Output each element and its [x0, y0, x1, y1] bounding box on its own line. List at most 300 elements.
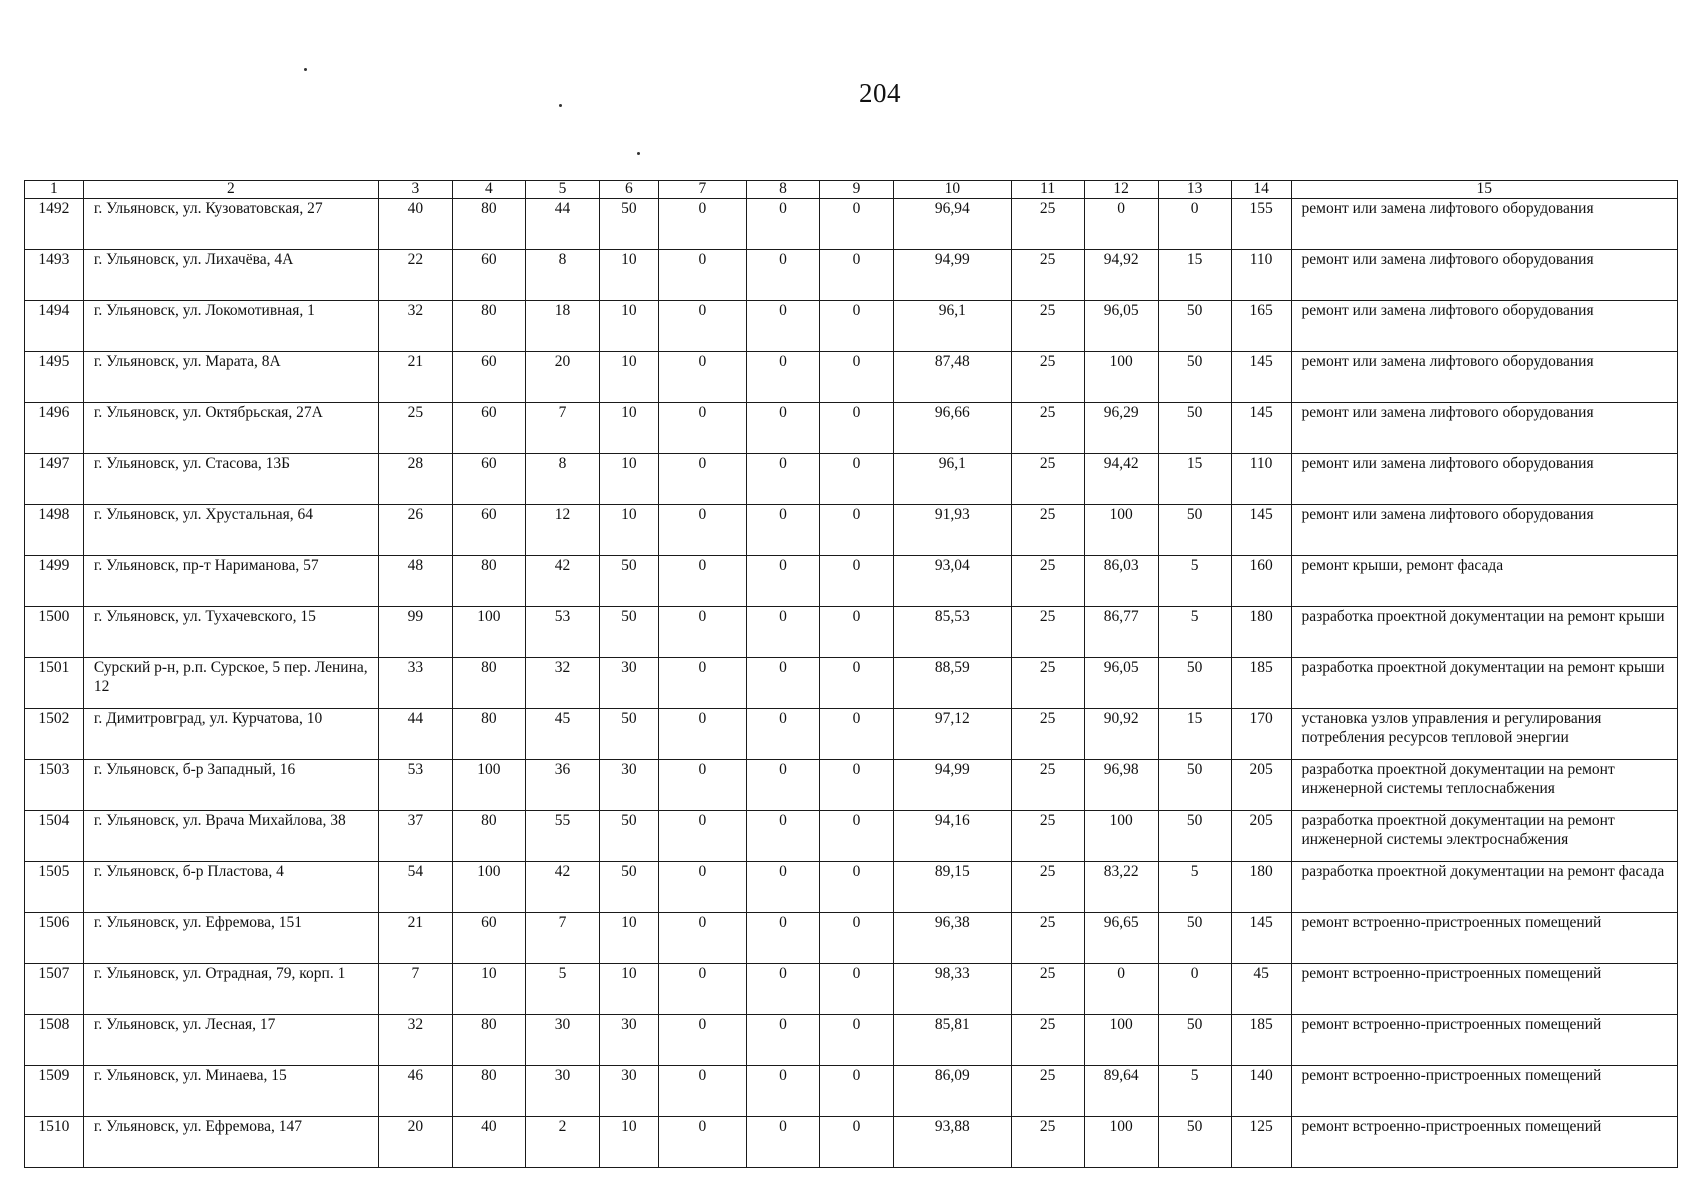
cell-col-11: 25: [1011, 1117, 1084, 1168]
cell-row-number: 1492: [25, 199, 84, 250]
cell-total-score: 140: [1231, 1066, 1291, 1117]
cell-col-11: 25: [1011, 709, 1084, 760]
cell-total-score: 125: [1231, 1117, 1291, 1168]
cell-col-13: 0: [1158, 964, 1231, 1015]
cell-col-7: 0: [658, 1066, 746, 1117]
cell-col-10: 93,88: [894, 1117, 1012, 1168]
cell-work-type: ремонт встроенно-пристроенных помещений: [1291, 964, 1677, 1015]
cell-row-number: 1496: [25, 403, 84, 454]
cell-row-number: 1500: [25, 607, 84, 658]
cell-col-6: 50: [599, 199, 658, 250]
cell-col-5: 8: [525, 250, 599, 301]
cell-col-3: 21: [378, 352, 452, 403]
cell-col-7: 0: [658, 1117, 746, 1168]
cell-col-4: 80: [452, 1066, 525, 1117]
cell-address: г. Ульяновск, ул. Минаева, 15: [83, 1066, 378, 1117]
cell-col-13: 50: [1158, 1015, 1231, 1066]
cell-col-5: 20: [525, 352, 599, 403]
column-header-14: 14: [1231, 181, 1291, 199]
cell-work-type: разработка проектной документации на ремонт инженерной системы электроснабжения: [1291, 811, 1677, 862]
cell-col-5: 55: [525, 811, 599, 862]
cell-col-6: 30: [599, 1066, 658, 1117]
cell-total-score: 145: [1231, 403, 1291, 454]
cell-col-12: 90,92: [1084, 709, 1158, 760]
cell-row-number: 1503: [25, 760, 84, 811]
cell-col-8: 0: [746, 352, 819, 403]
column-header-15: 15: [1291, 181, 1677, 199]
cell-col-11: 25: [1011, 301, 1084, 352]
cell-col-7: 0: [658, 250, 746, 301]
cell-row-number: 1507: [25, 964, 84, 1015]
column-header-5: 5: [525, 181, 599, 199]
cell-col-5: 36: [525, 760, 599, 811]
cell-col-9: 0: [820, 1066, 894, 1117]
page-number: 204: [859, 78, 901, 108]
cell-col-3: 32: [378, 1015, 452, 1066]
cell-col-5: 42: [525, 862, 599, 913]
cell-col-10: 94,99: [894, 760, 1012, 811]
cell-work-type: разработка проектной документации на ремонт инженерной системы теплоснабжения: [1291, 760, 1677, 811]
cell-address: г. Ульяновск, ул. Отрадная, 79, корп. 1: [83, 964, 378, 1015]
cell-col-9: 0: [820, 403, 894, 454]
cell-col-12: 100: [1084, 505, 1158, 556]
column-header-9: 9: [820, 181, 894, 199]
cell-work-type: ремонт встроенно-пристроенных помещений: [1291, 1117, 1677, 1168]
cell-col-13: 5: [1158, 1066, 1231, 1117]
cell-col-5: 42: [525, 556, 599, 607]
cell-col-8: 0: [746, 556, 819, 607]
cell-col-12: 96,65: [1084, 913, 1158, 964]
cell-col-10: 96,1: [894, 454, 1012, 505]
cell-col-5: 7: [525, 403, 599, 454]
cell-col-5: 30: [525, 1066, 599, 1117]
cell-col-5: 2: [525, 1117, 599, 1168]
column-header-13: 13: [1158, 181, 1231, 199]
cell-col-8: 0: [746, 199, 819, 250]
cell-col-7: 0: [658, 658, 746, 709]
cell-col-6: 10: [599, 964, 658, 1015]
column-number-header: [25, 181, 1678, 199]
cell-col-8: 0: [746, 301, 819, 352]
cell-col-3: 20: [378, 1117, 452, 1168]
cell-col-13: 50: [1158, 811, 1231, 862]
cell-col-6: 10: [599, 250, 658, 301]
cell-col-9: 0: [820, 862, 894, 913]
cell-col-3: 46: [378, 1066, 452, 1117]
table-row: [25, 403, 1678, 454]
cell-row-number: 1509: [25, 1066, 84, 1117]
table-row: [25, 607, 1678, 658]
cell-address: г. Ульяновск, ул. Лесная, 17: [83, 1015, 378, 1066]
cell-work-type: ремонт или замена лифтового оборудования: [1291, 199, 1677, 250]
cell-work-type: ремонт встроенно-пристроенных помещений: [1291, 1015, 1677, 1066]
cell-col-10: 88,59: [894, 658, 1012, 709]
cell-total-score: 180: [1231, 607, 1291, 658]
cell-col-11: 25: [1011, 607, 1084, 658]
cell-row-number: 1493: [25, 250, 84, 301]
cell-col-3: 26: [378, 505, 452, 556]
column-header-2: 2: [83, 181, 378, 199]
cell-col-6: 10: [599, 913, 658, 964]
cell-col-4: 10: [452, 964, 525, 1015]
cell-col-13: 50: [1158, 913, 1231, 964]
cell-col-4: 100: [452, 760, 525, 811]
cell-col-7: 0: [658, 301, 746, 352]
cell-col-8: 0: [746, 607, 819, 658]
cell-col-6: 30: [599, 658, 658, 709]
cell-col-5: 8: [525, 454, 599, 505]
cell-col-10: 91,93: [894, 505, 1012, 556]
cell-col-8: 0: [746, 505, 819, 556]
cell-col-10: 96,66: [894, 403, 1012, 454]
cell-row-number: 1495: [25, 352, 84, 403]
cell-col-7: 0: [658, 199, 746, 250]
cell-col-5: 12: [525, 505, 599, 556]
cell-col-13: 50: [1158, 403, 1231, 454]
cell-col-3: 54: [378, 862, 452, 913]
column-header-10: 10: [894, 181, 1012, 199]
cell-row-number: 1510: [25, 1117, 84, 1168]
cell-col-9: 0: [820, 1117, 894, 1168]
cell-address: г. Ульяновск, б-р Западный, 16: [83, 760, 378, 811]
cell-total-score: 180: [1231, 862, 1291, 913]
column-header-11: 11: [1011, 181, 1084, 199]
table-row: [25, 505, 1678, 556]
cell-col-9: 0: [820, 709, 894, 760]
cell-row-number: 1502: [25, 709, 84, 760]
cell-work-type: ремонт встроенно-пристроенных помещений: [1291, 1066, 1677, 1117]
cell-address: г. Ульяновск, ул. Ефремова, 151: [83, 913, 378, 964]
cell-total-score: 110: [1231, 454, 1291, 505]
cell-col-13: 50: [1158, 1117, 1231, 1168]
column-header-6: 6: [599, 181, 658, 199]
cell-work-type: ремонт крыши, ремонт фасада: [1291, 556, 1677, 607]
cell-col-10: 85,81: [894, 1015, 1012, 1066]
cell-total-score: 45: [1231, 964, 1291, 1015]
cell-row-number: 1497: [25, 454, 84, 505]
column-header-12: 12: [1084, 181, 1158, 199]
cell-col-4: 100: [452, 607, 525, 658]
cell-total-score: 170: [1231, 709, 1291, 760]
cell-col-11: 25: [1011, 250, 1084, 301]
cell-col-6: 10: [599, 505, 658, 556]
cell-col-6: 30: [599, 1015, 658, 1066]
cell-col-13: 15: [1158, 250, 1231, 301]
cell-col-9: 0: [820, 454, 894, 505]
cell-col-9: 0: [820, 658, 894, 709]
cell-col-11: 25: [1011, 913, 1084, 964]
cell-work-type: установка узлов управления и регулирования потребления ресурсов тепловой энергии: [1291, 709, 1677, 760]
cell-address: г. Ульяновск, ул. Стасова, 13Б: [83, 454, 378, 505]
cell-work-type: ремонт или замена лифтового оборудования: [1291, 301, 1677, 352]
cell-col-12: 0: [1084, 199, 1158, 250]
cell-col-7: 0: [658, 607, 746, 658]
cell-total-score: 145: [1231, 352, 1291, 403]
register-table: [24, 180, 1678, 1168]
cell-address: г. Ульяновск, ул. Хрустальная, 64: [83, 505, 378, 556]
cell-total-score: 185: [1231, 1015, 1291, 1066]
cell-col-6: 50: [599, 862, 658, 913]
cell-col-13: 5: [1158, 556, 1231, 607]
table-row: [25, 250, 1678, 301]
cell-col-4: 80: [452, 199, 525, 250]
cell-col-10: 96,1: [894, 301, 1012, 352]
scan-speck: [304, 68, 307, 71]
column-header-3: 3: [378, 181, 452, 199]
cell-address: г. Ульяновск, ул. Октябрьская, 27А: [83, 403, 378, 454]
cell-col-7: 0: [658, 352, 746, 403]
cell-col-11: 25: [1011, 811, 1084, 862]
cell-total-score: 205: [1231, 760, 1291, 811]
cell-col-3: 32: [378, 301, 452, 352]
cell-col-4: 60: [452, 250, 525, 301]
cell-col-9: 0: [820, 913, 894, 964]
cell-col-8: 0: [746, 1066, 819, 1117]
cell-row-number: 1494: [25, 301, 84, 352]
cell-col-6: 50: [599, 556, 658, 607]
cell-col-12: 83,22: [1084, 862, 1158, 913]
cell-col-9: 0: [820, 352, 894, 403]
cell-col-12: 96,05: [1084, 658, 1158, 709]
cell-work-type: ремонт или замена лифтового оборудования: [1291, 403, 1677, 454]
cell-col-8: 0: [746, 913, 819, 964]
cell-col-10: 94,16: [894, 811, 1012, 862]
cell-col-13: 50: [1158, 301, 1231, 352]
cell-col-6: 10: [599, 403, 658, 454]
cell-col-12: 96,05: [1084, 301, 1158, 352]
cell-col-3: 40: [378, 199, 452, 250]
cell-col-4: 80: [452, 556, 525, 607]
cell-col-7: 0: [658, 1015, 746, 1066]
cell-col-7: 0: [658, 964, 746, 1015]
cell-col-11: 25: [1011, 199, 1084, 250]
cell-address: г. Ульяновск, пр-т Нариманова, 57: [83, 556, 378, 607]
cell-total-score: 110: [1231, 250, 1291, 301]
cell-row-number: 1501: [25, 658, 84, 709]
column-header-1: 1: [25, 181, 84, 199]
cell-col-5: 30: [525, 1015, 599, 1066]
cell-total-score: 145: [1231, 505, 1291, 556]
cell-col-3: 99: [378, 607, 452, 658]
cell-col-6: 10: [599, 454, 658, 505]
cell-row-number: 1504: [25, 811, 84, 862]
cell-col-13: 50: [1158, 658, 1231, 709]
cell-row-number: 1499: [25, 556, 84, 607]
cell-col-13: 50: [1158, 505, 1231, 556]
cell-address: г. Ульяновск, ул. Лихачёва, 4А: [83, 250, 378, 301]
cell-col-7: 0: [658, 556, 746, 607]
table-row: [25, 1066, 1678, 1117]
cell-col-3: 48: [378, 556, 452, 607]
cell-col-11: 25: [1011, 862, 1084, 913]
cell-address: г. Ульяновск, ул. Кузоватовская, 27: [83, 199, 378, 250]
cell-col-6: 50: [599, 709, 658, 760]
table-body: [25, 199, 1678, 1168]
cell-work-type: ремонт или замена лифтового оборудования: [1291, 505, 1677, 556]
cell-address: г. Ульяновск, б-р Пластова, 4: [83, 862, 378, 913]
cell-col-4: 80: [452, 658, 525, 709]
cell-col-6: 10: [599, 1117, 658, 1168]
cell-col-12: 96,29: [1084, 403, 1158, 454]
cell-col-11: 25: [1011, 1066, 1084, 1117]
cell-col-3: 53: [378, 760, 452, 811]
cell-col-9: 0: [820, 301, 894, 352]
cell-col-5: 7: [525, 913, 599, 964]
cell-col-11: 25: [1011, 352, 1084, 403]
cell-col-12: 96,98: [1084, 760, 1158, 811]
cell-col-12: 0: [1084, 964, 1158, 1015]
cell-col-3: 28: [378, 454, 452, 505]
cell-col-7: 0: [658, 454, 746, 505]
cell-total-score: 160: [1231, 556, 1291, 607]
cell-row-number: 1505: [25, 862, 84, 913]
cell-col-7: 0: [658, 709, 746, 760]
cell-col-12: 100: [1084, 1117, 1158, 1168]
cell-col-12: 94,92: [1084, 250, 1158, 301]
table-row: [25, 811, 1678, 862]
cell-col-5: 32: [525, 658, 599, 709]
table-row: [25, 658, 1678, 709]
cell-col-5: 18: [525, 301, 599, 352]
scan-speck: [637, 152, 640, 155]
cell-work-type: ремонт встроенно-пристроенных помещений: [1291, 913, 1677, 964]
cell-col-9: 0: [820, 1015, 894, 1066]
cell-address: г. Димитровград, ул. Курчатова, 10: [83, 709, 378, 760]
cell-col-6: 50: [599, 607, 658, 658]
cell-col-9: 0: [820, 811, 894, 862]
cell-col-9: 0: [820, 250, 894, 301]
cell-col-7: 0: [658, 505, 746, 556]
cell-address: г. Ульяновск, ул. Тухачевского, 15: [83, 607, 378, 658]
cell-address: г. Ульяновск, ул. Локомотивная, 1: [83, 301, 378, 352]
cell-col-9: 0: [820, 760, 894, 811]
cell-address: Сурский р-н, р.п. Сурское, 5 пер. Ленина, 12: [83, 658, 378, 709]
column-header-4: 4: [452, 181, 525, 199]
cell-col-4: 80: [452, 301, 525, 352]
cell-work-type: ремонт или замена лифтового оборудования: [1291, 352, 1677, 403]
cell-col-3: 33: [378, 658, 452, 709]
cell-col-10: 94,99: [894, 250, 1012, 301]
scan-speck: [559, 104, 562, 107]
cell-col-8: 0: [746, 250, 819, 301]
table-row: [25, 862, 1678, 913]
cell-col-4: 100: [452, 862, 525, 913]
cell-total-score: 185: [1231, 658, 1291, 709]
cell-col-12: 86,77: [1084, 607, 1158, 658]
cell-col-4: 60: [452, 505, 525, 556]
cell-col-10: 97,12: [894, 709, 1012, 760]
cell-col-12: 86,03: [1084, 556, 1158, 607]
cell-col-10: 87,48: [894, 352, 1012, 403]
cell-col-8: 0: [746, 403, 819, 454]
cell-col-9: 0: [820, 607, 894, 658]
cell-col-7: 0: [658, 862, 746, 913]
cell-row-number: 1506: [25, 913, 84, 964]
table-row: [25, 964, 1678, 1015]
cell-row-number: 1508: [25, 1015, 84, 1066]
cell-col-11: 25: [1011, 964, 1084, 1015]
cell-col-10: 86,09: [894, 1066, 1012, 1117]
cell-col-9: 0: [820, 964, 894, 1015]
cell-col-12: 100: [1084, 811, 1158, 862]
cell-col-13: 0: [1158, 199, 1231, 250]
table-row: [25, 1117, 1678, 1168]
cell-work-type: разработка проектной документации на ремонт крыши: [1291, 607, 1677, 658]
cell-col-5: 5: [525, 964, 599, 1015]
cell-col-8: 0: [746, 709, 819, 760]
cell-col-4: 80: [452, 1015, 525, 1066]
cell-col-12: 100: [1084, 1015, 1158, 1066]
cell-col-10: 93,04: [894, 556, 1012, 607]
cell-work-type: ремонт или замена лифтового оборудования: [1291, 454, 1677, 505]
cell-col-13: 50: [1158, 760, 1231, 811]
cell-col-5: 45: [525, 709, 599, 760]
table-row: [25, 199, 1678, 250]
cell-col-8: 0: [746, 658, 819, 709]
cell-address: г. Ульяновск, ул. Марата, 8А: [83, 352, 378, 403]
cell-col-13: 15: [1158, 454, 1231, 505]
cell-col-6: 30: [599, 760, 658, 811]
cell-col-9: 0: [820, 199, 894, 250]
table-row: [25, 352, 1678, 403]
cell-col-7: 0: [658, 403, 746, 454]
cell-col-5: 53: [525, 607, 599, 658]
cell-col-11: 25: [1011, 760, 1084, 811]
cell-work-type: разработка проектной документации на ремонт крыши: [1291, 658, 1677, 709]
cell-col-10: 89,15: [894, 862, 1012, 913]
header-row: [25, 181, 1678, 199]
cell-col-4: 60: [452, 403, 525, 454]
cell-work-type: ремонт или замена лифтового оборудования: [1291, 250, 1677, 301]
cell-col-11: 25: [1011, 505, 1084, 556]
cell-col-3: 37: [378, 811, 452, 862]
cell-col-8: 0: [746, 964, 819, 1015]
cell-col-3: 7: [378, 964, 452, 1015]
cell-col-13: 5: [1158, 607, 1231, 658]
cell-total-score: 165: [1231, 301, 1291, 352]
table-row: [25, 1015, 1678, 1066]
cell-col-8: 0: [746, 1015, 819, 1066]
cell-col-11: 25: [1011, 403, 1084, 454]
cell-col-3: 25: [378, 403, 452, 454]
cell-col-7: 0: [658, 811, 746, 862]
cell-col-13: 50: [1158, 352, 1231, 403]
cell-col-12: 100: [1084, 352, 1158, 403]
cell-col-6: 10: [599, 301, 658, 352]
column-header-7: 7: [658, 181, 746, 199]
table-row: [25, 709, 1678, 760]
cell-col-4: 60: [452, 454, 525, 505]
cell-col-4: 80: [452, 811, 525, 862]
cell-col-3: 21: [378, 913, 452, 964]
cell-total-score: 205: [1231, 811, 1291, 862]
cell-col-3: 22: [378, 250, 452, 301]
column-header-8: 8: [746, 181, 819, 199]
cell-col-8: 0: [746, 760, 819, 811]
table-row: [25, 454, 1678, 505]
cell-col-11: 25: [1011, 454, 1084, 505]
cell-col-7: 0: [658, 760, 746, 811]
cell-col-11: 25: [1011, 556, 1084, 607]
cell-col-8: 0: [746, 811, 819, 862]
cell-address: г. Ульяновск, ул. Врача Михайлова, 38: [83, 811, 378, 862]
cell-col-13: 5: [1158, 862, 1231, 913]
cell-col-10: 96,38: [894, 913, 1012, 964]
cell-col-8: 0: [746, 1117, 819, 1168]
table-row: [25, 760, 1678, 811]
cell-col-4: 60: [452, 352, 525, 403]
cell-col-5: 44: [525, 199, 599, 250]
